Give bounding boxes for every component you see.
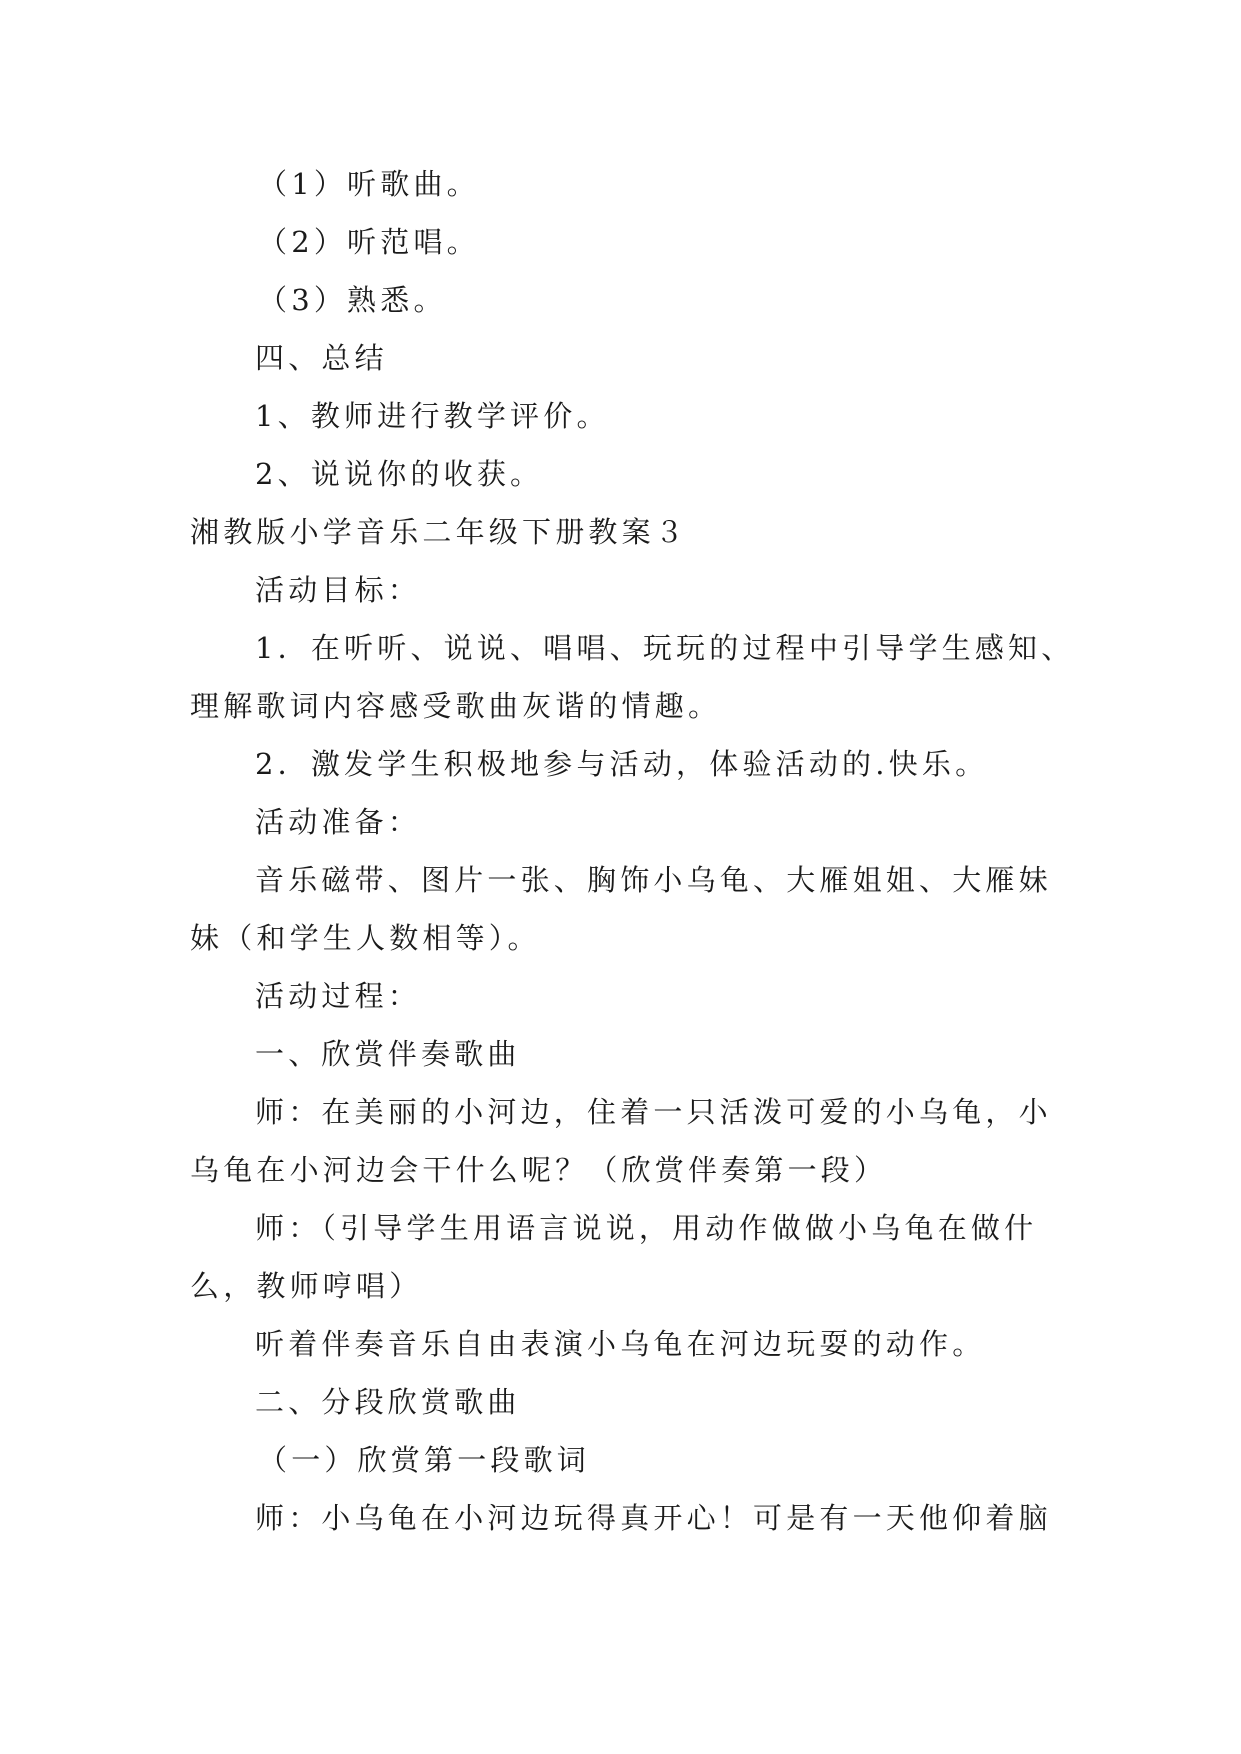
paragraph-goal-1: 1．在听听、说说、唱唱、玩玩的过程中引导学生感知、 bbox=[255, 631, 1075, 665]
paragraph-teacher-2: 师：（引导学生用语言说说，用动作做做小乌龟在做什 bbox=[255, 1211, 1038, 1245]
list-item-listen-demo: （2）听范唱。 bbox=[258, 225, 480, 259]
paragraph-free-performance: 听着伴奏音乐自由表演小乌龟在河边玩耍的动作。 bbox=[255, 1327, 986, 1361]
list-item-share-gains: 2、说说你的收获。 bbox=[255, 457, 544, 491]
section-heading-segments: 二、分段欣赏歌曲 bbox=[255, 1385, 521, 1419]
heading-activity-process: 活动过程： bbox=[255, 979, 422, 1013]
paragraph-teacher-1-cont: 乌龟在小河边会干什么呢？（欣赏伴奏第一段） bbox=[190, 1153, 888, 1187]
paragraph-teacher-3: 师：小乌龟在小河边玩得真开心！可是有一天他仰着脑 bbox=[255, 1501, 1052, 1535]
heading-activity-preparation: 活动准备： bbox=[255, 805, 422, 839]
list-item-listen-song: （1）听歌曲。 bbox=[258, 167, 480, 201]
paragraph-goal-1-cont: 理解歌词内容感受歌曲灰谐的情趣。 bbox=[190, 689, 722, 723]
section-heading-summary: 四、总结 bbox=[255, 341, 388, 375]
lesson-plan-title: 湘教版小学音乐二年级下册教案３ bbox=[190, 515, 689, 549]
list-item-teacher-evaluation: 1、教师进行教学评价。 bbox=[255, 399, 610, 433]
section-heading-appreciate: 一、欣赏伴奏歌曲 bbox=[255, 1037, 521, 1071]
heading-activity-goals: 活动目标： bbox=[255, 573, 422, 607]
subheading-first-verse: （一）欣赏第一段歌词 bbox=[258, 1443, 591, 1477]
paragraph-materials: 音乐磁带、图片一张、胸饰小乌龟、大雁姐姐、大雁妹 bbox=[255, 863, 1052, 897]
paragraph-materials-cont: 妹（和学生人数相等）。 bbox=[190, 921, 541, 955]
paragraph-teacher-1: 师：在美丽的小河边，住着一只活泼可爱的小乌龟，小 bbox=[255, 1095, 1052, 1129]
list-item-familiarize: （3）熟悉。 bbox=[258, 283, 447, 317]
paragraph-goal-2: 2．激发学生积极地参与活动，体验活动的.快乐。 bbox=[255, 747, 989, 781]
paragraph-teacher-2-cont: 么，教师哼唱） bbox=[190, 1269, 423, 1303]
